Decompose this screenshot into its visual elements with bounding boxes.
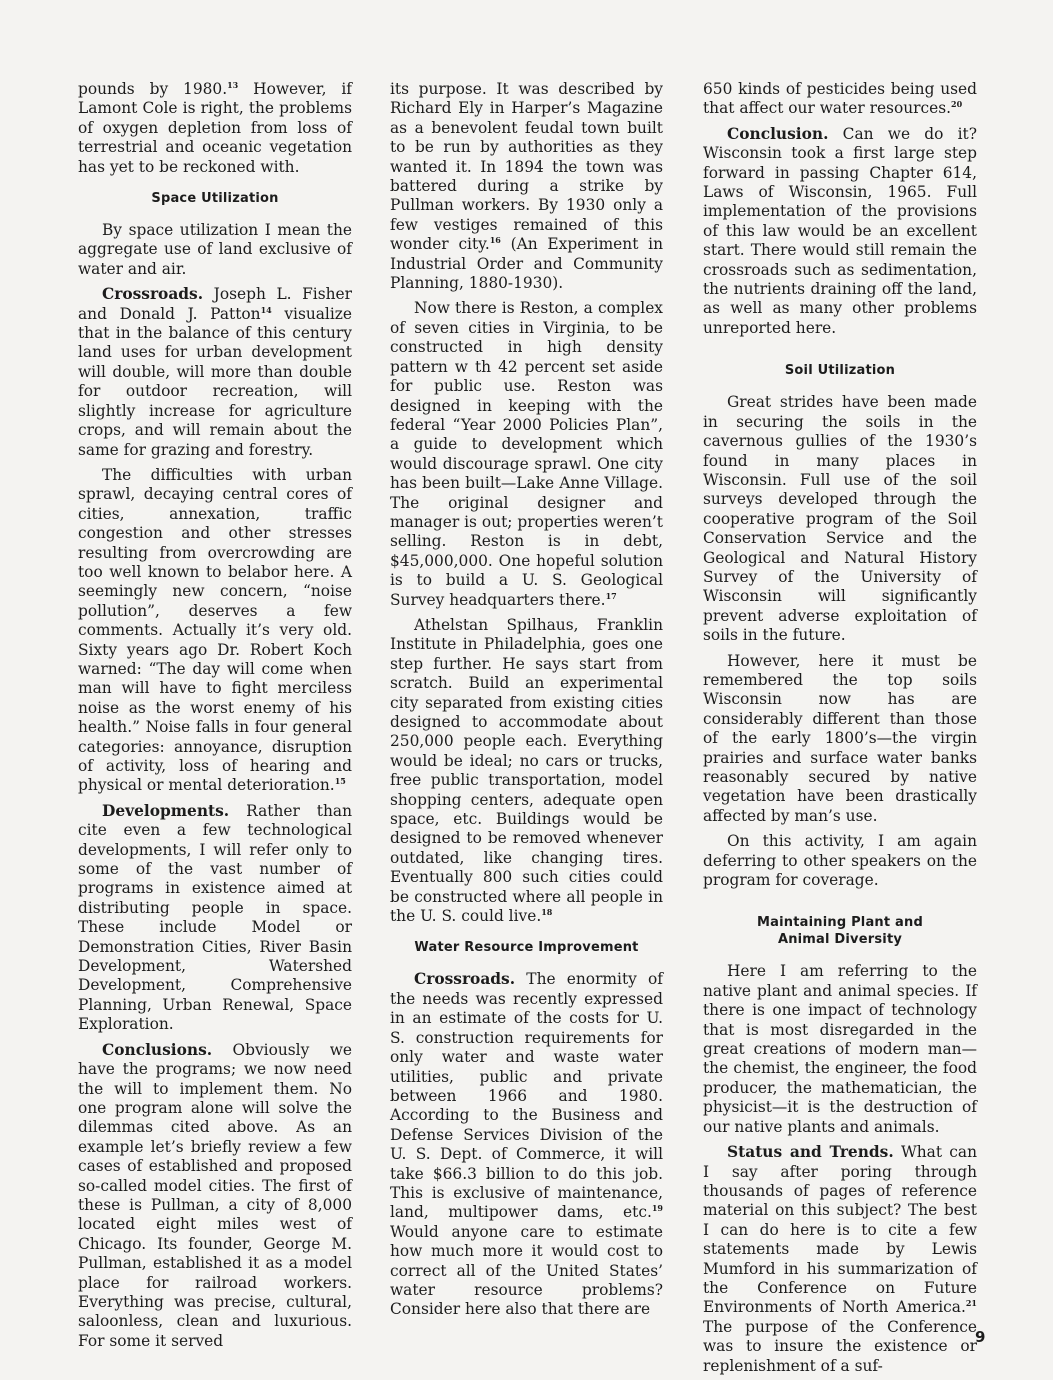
paragraph: On this activity, I am again deferring to other speakers on the program for coverage. bbox=[703, 832, 977, 890]
footnote-ref: 21 bbox=[965, 1298, 977, 1309]
paragraph: The difficulties with urban sprawl, decaying central cores of cities, annexation, traffic congestion and other stresses resulting from overcrowding are too well known to belabor here. A seemingly new concern, “noise pollution”, deserves a few comments. Actually it’s very old. Sixty years ago Dr. Robert Koch warned: “The day will come when man will have to fight merciless noise as the worst enemy of his health.” Noise falls in four general categories: annoyance, disruption of activity, loss of hearing and physical or mental deterioration.$^{15}$ bbox=[78, 465, 352, 795]
footnote-ref: 17 bbox=[605, 590, 617, 601]
run-in-heading: Crossroads. bbox=[102, 285, 204, 304]
footnote-ref: 16 bbox=[489, 235, 501, 246]
footnote-ref: 19 bbox=[651, 1203, 663, 1214]
run-in-heading: Crossroads. bbox=[414, 970, 516, 989]
paragraph: Athelstan Spilhaus, Franklin Institute in Philadelphia, goes one step further. He says start from scratch. Build an experimental city separated from existing cities designed to accommodate about 250,000 people each. Everything would be ideal; no cars or trucks, free public transportation, model shopping centers, adequate open space, etc. Buildings would be designed to be removed whenever outdated, like changing tires. Eventually 800 such cities could be constructed where all people in the U. S. could live.$^{18}$ bbox=[390, 615, 663, 926]
paragraph: pounds by 1980.13 However, if Lamont Cole is right, the problems of oxygen depletion from loss of terrestrial and oceanic vegetation has yet to be reckoned with. bbox=[78, 79, 352, 176]
paragraph: its purpose. It was described by Richard Ely in Harper’s Magazine as a benevolent feudal town built to be run by authorities as they wanted it. In 1894 the town was battered during a strike by Pullman workers. By 1930 only a few vestiges remained of this wonder city.$^{16}$ (An Experiment in Industrial Order and Community Planning, 1880-1930). bbox=[390, 80, 663, 293]
paragraph: By space utilization I mean the aggregate use of land exclusive of water and air. bbox=[78, 221, 352, 278]
paragraph: Now there is Reston, a complex of seven cities in Virginia, to be constructed in high density pattern w th 42 percent set aside for public use. Reston was designed in keeping with the federal “Year 2000 Policies Plan”, a guide to development which would discourage sprawl. One city has been built—Lake Anne Village. The original designer and manager is out; properties weren’t selling. Reston is in debt, $45,000,000. One hopeful solution is to build a U. S. Geological Survey headquarters there.$^{17}$ bbox=[390, 299, 663, 609]
run-in-heading: Conclusions. bbox=[102, 1040, 213, 1059]
paragraph: Great strides have been made in securing the soils in the cavernous gullies of the 1930’s found in many places in Wisconsin. Full use of the soil surveys developed through the cooperative program of the Soil Conservation Service and the Geological and Natural History Survey of the University of Wisconsin will significantly prevent adverse exploitation of soils in the future. bbox=[703, 393, 977, 645]
paragraph: However, here it must be remembered the top soils Wisconsin now has are considerably different than those of the early 1800’s—the virgin prairies and surface water banks reasonably secured by native vegetation have been drastically affected by man’s use. bbox=[703, 651, 977, 825]
footnote-ref: 18 bbox=[541, 906, 553, 917]
paragraph: Conclusions. Obviously we have the programs; we now need the will to implement them. No one program alone will solve the dilemmas cited above. As an example let’s briefly review a few cases of established and proposed so-called model cities. The first of these is Pullman, a city of 8,000 located eight miles west of Chicago. Its founder, George M. Pullman, established it as a model place for railroad workers. Everything was precise, cultural, saloonless, clean and luxurious. For some it served bbox=[78, 1040, 352, 1350]
section-heading-soil-utilization: Soil Utilization bbox=[784, 363, 896, 379]
footnote-ref: 13 bbox=[227, 79, 239, 90]
column-2 bbox=[390, 80, 663, 1320]
paragraph: Crossroads. Joseph L. Fisher and Donald J. Patton$^{14}$ visualize that in the balance of this century land uses for urban development will double, will more than double for outdoor recreation, will slightly increase for agriculture crops, and will remain about the same for grazing and forestry. bbox=[78, 285, 352, 459]
column-1 bbox=[78, 80, 352, 1351]
run-in-heading: Developments. bbox=[102, 801, 230, 820]
footnote-ref: 14 bbox=[260, 304, 272, 315]
section-heading-space-utilization: Space Utilization bbox=[151, 191, 279, 207]
column-3 bbox=[703, 80, 977, 1376]
paragraph: Status and Trends. What can I say after poring through thousands of pages of reference material on this subject? The best I can do here is to cite a few statements made by Lewis Mumford in his summarization of the Conference on Future Environments of North America.$^{21}$ The purpose of the Conference was to insure the existence or replenishment of a suf- bbox=[703, 1143, 977, 1375]
paragraph: 650 kinds of pesticides being used that affect our water resources.$^{20}$ bbox=[703, 80, 977, 118]
footnote-ref: 20 bbox=[951, 99, 963, 110]
paragraph: Crossroads. The enormity of the needs was recently expressed in an estimate of the costs for U. S. construction requirements for only water and waste water utilities, public and private between 1966 and 1980. According to the Business and Defense Services Division of the U. S. Dept. of Commerce, it will take $66.3 billion to do this job. This is exclusive of maintenance, land, multipower dams, etc.$^{19}$ Would anyone care to estimate how much more it would cost to correct all of the United States’ water resource problems? Consider here also that there are bbox=[390, 970, 663, 1319]
paragraph: Conclusion. Can we do it? Wisconsin took a first large step forward in passing Chapter 614, Laws of Wisconsin, 1965. Full implementation of the provisions of this law would be an excellent start. There would still remain the crossroads such as sedimentation, the nutrients draining off the land, as well as many other problems unreported here. bbox=[703, 124, 977, 337]
page-number: 9 bbox=[975, 1328, 986, 1346]
paragraph: Developments. Rather than cite even a few technological developments, I will refer only to some of the vast number of programs in existence aimed at distributing people in space. These include Model or Demonstration Cities, River Basin Development, Watershed Development, Comprehensive Planning, Urban Renewal, Space Exploration. bbox=[78, 801, 352, 1034]
footnote-ref: 15 bbox=[334, 776, 346, 787]
section-heading-plant-animal-diversity: Maintaining Plant and Animal Diversity bbox=[757, 915, 923, 948]
run-in-heading: Conclusion. bbox=[727, 124, 829, 143]
section-heading-water-resource: Water Resource Improvement bbox=[414, 940, 639, 956]
run-in-heading: Status and Trends. bbox=[727, 1143, 894, 1162]
paragraph: Here I am referring to the native plant and animal species. If there is one impact of technology that is most disregarded in the great creations of modern man—the chemist, the engineer, the food producer, the mathematician, the physicist—it is the destruction of our native plants and animals. bbox=[703, 962, 977, 1136]
